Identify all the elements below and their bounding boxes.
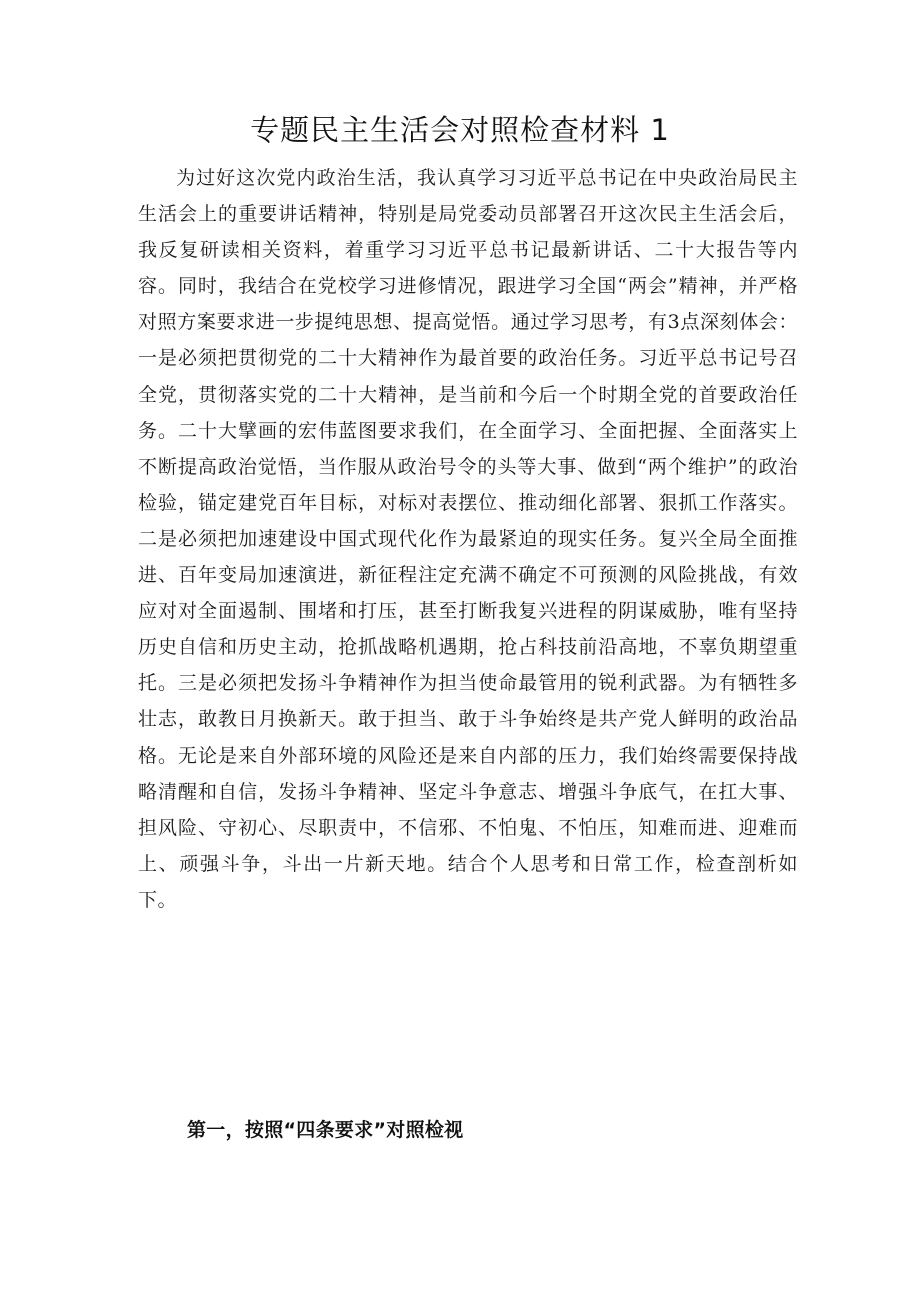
body-paragraph: 为过好这次党内政治生活，我认真学习习近平总书记在中央政治局民主生活会上的重要讲话精神，特别是局党委动员部署召开这次民主生活会后，我反复研读相关资料，着重学习习近平总书记最新讲话、二十大报告等内容。同时，我结合在党校学习进修情况，跟进学习全国“两会”精神，并严格对照方案要求进一步提纯思想、提高觉悟。通过学习思考，有3点深刻体会：一是必须把贯彻党的二十大精神作为最首要的政治任务。习近平总书记号召全党，贯彻落实党的二十大精神，是当前和今后一个时期全党的首要政治任务。二十大擘画的宏伟蓝图要求我们，在全面学习、全面把握、全面落实上不断提高政治觉悟，当作服从政治号令的头等大事、做到“两个维护”的政治检验，锚定建党百年目标，对标对表摆位、推动细化部署、狠抓工作落实。二是必须把加速建设中国式现代化作为最紧迫的现实任务。复兴全局全面推进、百年变局加速演进，新征程注定充满不确定不可预测的风险挑战，有效应对对全面遏制、围堵和打压，甚至打断我复兴进程的阴谋威胁，唯有坚持历史自信和历史主动，抢抓战略机遇期，抢占科技前沿高地，不辜负期望重托。三是必须把发扬斗争精神作为担当使命最管用的锐利武器。为有牺牲多壮志，敢教日月换新天。敢于担当、敢于斗争始终是共产党人鲜明的政治品格。无论是来自外部环境的风险还是来自内部的压力，我们始终需要保持战略清醒和自信，发扬斗争精神、坚定斗争意志、增强斗争底气，在扛大事、担风险、守初心、尽职责中，不信邪、不怕鬼、不怕压，知难而进、迎难而上、顽强斗争，斗出一片新天地。结合个人思考和日常工作，检查剖析如下。: [138, 167, 798, 911]
section-heading: 第一，按照“四条要求”对照检视: [187, 1119, 464, 1141]
document-title: 专题民主生活会对照检查材料 1: [250, 113, 670, 147]
